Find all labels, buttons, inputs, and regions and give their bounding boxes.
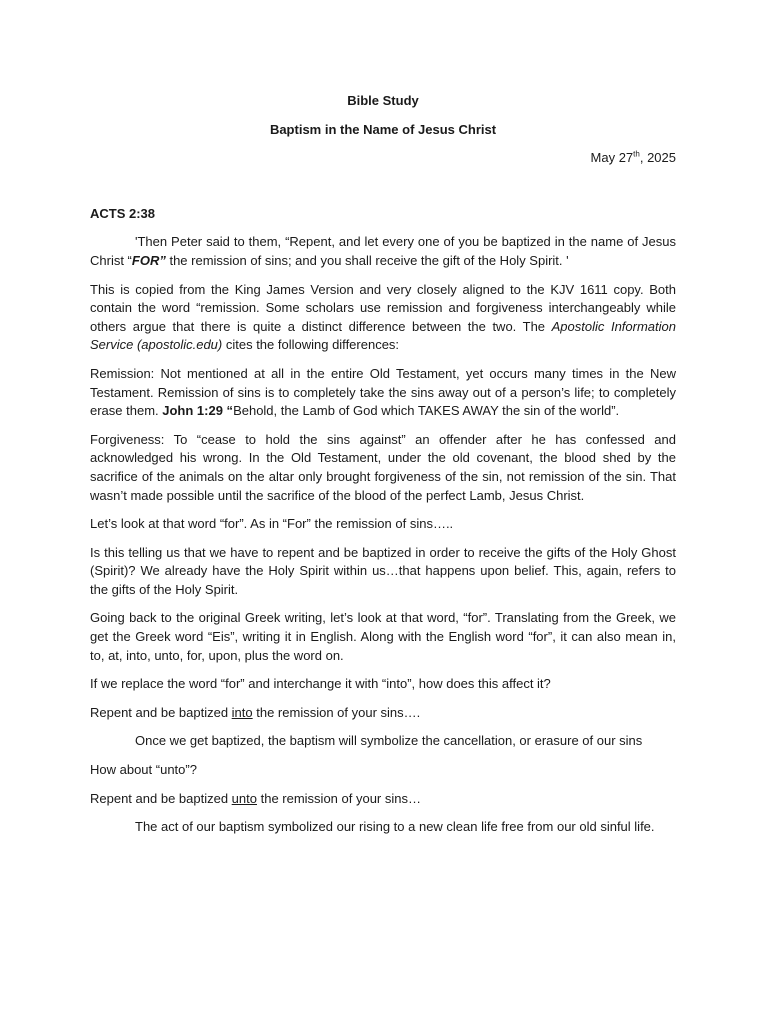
document-date	[90, 149, 676, 168]
unto-word: unto	[231, 790, 257, 806]
document-title: Bible Study	[347, 93, 419, 108]
for-paragraph: Let’s look at that word “for”. As in “For” the remission of sins…..	[90, 516, 454, 532]
date-ordinal: th	[633, 149, 640, 159]
forgiveness-paragraph: Forgiveness: To “cease to hold the sins against” an offender after he has confessed and acknowledged his wrong. In the Old Testament, under the old covenant, the blood shed by the sacrifice of the animals on the altar only brought forgiveness of the sin, not remission of the sin. That wasn’t made possible until the sacrifice of the blood of the perfect Lamb, Jesus Christ.	[90, 431, 676, 503]
verse-text-2: the remission of sins; and you shall receive the gift of the Holy Spirit. '	[165, 252, 569, 268]
unto-note: The act of our baptism symbolized our rising to a new clean life free from our old sinful life.	[135, 819, 655, 835]
verse-text-1: 'Then Peter said to them, “Repent, and let every one of you be baptized in the name of Jesus Christ “	[90, 234, 676, 268]
remission-reference: John 1:29 “	[162, 403, 234, 419]
question-paragraph: Is this telling us that we have to repent and be baptized in order to receive the gifts of the Holy Ghost (Spirit)? We already have the Holy Spirit within us…that happens upon belief. This, again, refers to the gifts of the Holy Spirit.	[90, 544, 676, 597]
kjv-source-italic: Apostolic Information Service (apostolic.edu)	[90, 318, 676, 353]
remission-text-1: Remission: Not mentioned at all in the entire Old Testament, yet occurs many times in the New Testament. Remission of sins is to completely take the sins away out of a person’s life; to completely erase them.	[90, 365, 676, 419]
into-after: the remission of your sins….	[252, 704, 421, 720]
unto-question: How about “unto”?	[90, 762, 197, 778]
verse-emphasis: FOR”	[131, 252, 166, 268]
into-line	[90, 704, 676, 723]
unto-line	[90, 790, 676, 809]
into-before: Repent and be baptized	[90, 704, 232, 720]
greek-paragraph: Going back to the original Greek writing, let’s look at that word, “for”. Translating from the Greek, we get the Greek word “Eis”, writing it in English. Along with the English word “for”, it can also mean in, to, at, into, unto, for, upon, plus the word on.	[90, 610, 676, 663]
kjv-text-2: cites the following differences:	[222, 337, 400, 353]
kjv-text-1: This is copied from the King James Version and very closely aligned to the KJV 1611 copy. Both contain the word “remission. Some scholars use remission and forgiveness interchangeably while others argue that there is quite a distinct difference between the two. The	[90, 281, 676, 334]
document-page	[90, 92, 676, 847]
verse-paragraph	[90, 233, 676, 270]
kjv-paragraph	[90, 281, 676, 355]
remission-text-2: Behold, the Lamb of God which TAKES AWAY the sin of the world”.	[233, 403, 620, 419]
into-word: into	[231, 704, 253, 720]
scripture-heading: ACTS 2:38	[90, 205, 156, 221]
replace-paragraph: If we replace the word “for” and interchange it with “into”, how does this affect it?	[90, 676, 551, 692]
document-subtitle: Baptism in the Name of Jesus Christ	[269, 121, 497, 137]
into-note: Once we get baptized, the baptism will symbolize the cancellation, or erasure of our sins	[135, 733, 643, 749]
remission-paragraph	[90, 365, 676, 421]
unto-after: the remission of your sins…	[256, 790, 421, 806]
unto-before: Repent and be baptized	[90, 790, 232, 806]
date-year: , 2025	[639, 150, 676, 166]
date-month-day: May 27	[590, 150, 634, 166]
